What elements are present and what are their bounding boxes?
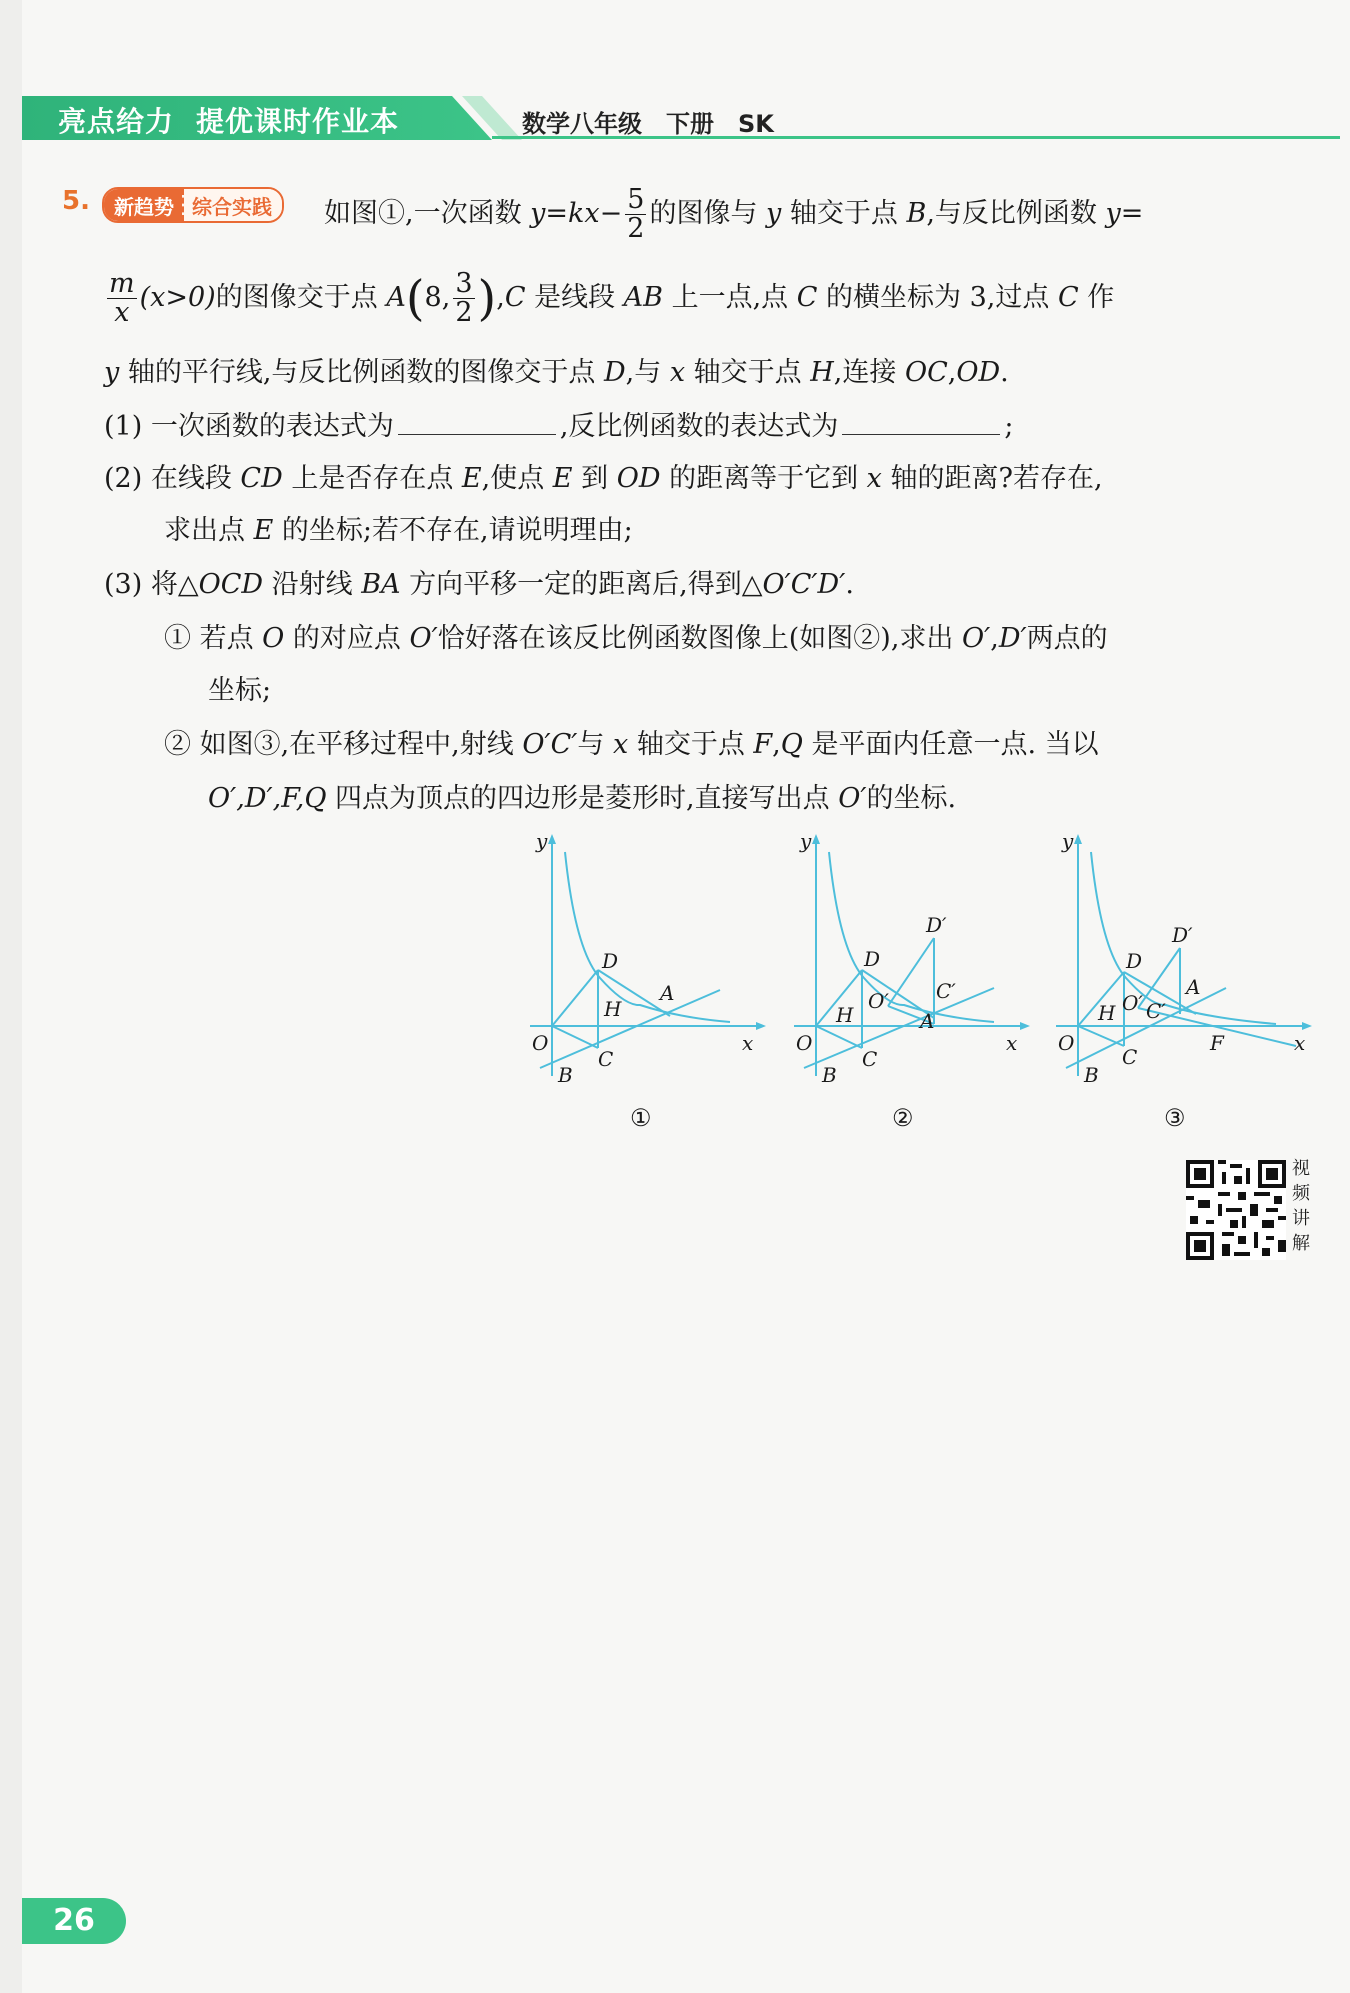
figure-3-caption: ③ [1164,1104,1186,1132]
label-x: x [1294,1031,1306,1055]
subquestion-3-1-cont: 坐标; [208,675,272,706]
hyperbola [829,852,994,1022]
page-edge [0,0,22,1993]
segment-OC [816,1026,862,1048]
label-B: B [822,1063,837,1087]
label-B: B [558,1063,573,1087]
figure-3 [1046,830,1316,1100]
label-B: B [1084,1063,1099,1087]
problem-line-2: $\frac{m}{x}$ (x>0)的图像交于点 A(8, $\frac{3}{2}$ ),C 是线段 AB 上一点,点 C 的横坐标为 3,过点 C 作 [109,268,1115,328]
line-AB [804,988,994,1068]
line-AB [540,990,720,1068]
label-y: y [800,830,812,853]
question-tag [102,187,284,223]
qr-code[interactable] [1186,1160,1286,1260]
page-number: 26 [22,1898,126,1944]
label-A: A [1186,975,1201,999]
label-A: A [920,1009,935,1033]
label-O: O [796,1031,813,1055]
fraction-three-halves: $\frac{3}{2}$ [455,268,473,328]
label-C-prime: C′ [936,979,956,1003]
label-H: H [604,997,622,1021]
book-name: 提优课时作业本 [196,105,400,138]
figure-1 [520,830,770,1100]
subquestion-2-cont: 求出点 E 的坐标;若不存在,请说明理由; [164,515,633,546]
label-y: y [536,830,548,853]
label-H: H [836,1003,854,1027]
label-C-prime: C′ [1146,999,1166,1023]
subquestion-3-2: ② 如图③,在平移过程中,射线 O′C′与 x 轴交于点 F,Q 是平面内任意一点. 当以 [164,729,1099,760]
subquestion-3-1: ① 若点 O 的对应点 O′恰好落在该反比例函数图像上(如图②),求出 O′,D′两点的 [164,623,1108,654]
problem-line-3: y 轴的平行线,与反比例函数的图像交于点 D,与 x 轴交于点 H,连接 OC,OD. [104,357,1009,388]
volume: 下册 [666,110,714,138]
answer-blank-linear[interactable] [398,410,556,435]
label-C: C [598,1047,614,1071]
label-O: O [1058,1031,1075,1055]
label-D: D [864,947,881,971]
tag-new-trend: 新趋势 [104,189,182,221]
fraction-m-over-x: $\frac{m}{x}$ [109,268,135,328]
label-H: H [1098,1001,1116,1025]
page-header [22,96,1340,140]
label-C: C [862,1047,878,1071]
subquestion-2: (2) 在线段 CD 上是否存在点 E,使点 E 到 OD 的距离等于它到 x 轴的距离?若存在, [104,463,1103,494]
label-y: y [1062,830,1074,853]
label-C: C [1122,1045,1138,1069]
series-title [58,100,399,140]
problem-line-1: 如图①,一次函数 y=kx− $\frac{5}{2}$ 的图像与 y 轴交于点 B,与反比例函数 y= [324,184,1144,244]
label-O-prime: O′ [1122,991,1143,1015]
tag-practice: 综合实践 [182,189,282,221]
label-O-prime: O′ [868,989,889,1013]
segment-OC [1078,1026,1124,1046]
label-D: D [602,949,619,973]
label-x: x [742,1031,754,1055]
label-D-prime: D′ [1172,923,1193,947]
label-D: D [1126,949,1143,973]
segment-OD [552,970,598,1026]
label-F: F [1210,1031,1224,1055]
question-number: 5. [62,186,90,216]
book-info [522,104,798,139]
qr-label: 视频讲解 [1292,1158,1310,1254]
brand-name: 亮点给力 [58,105,175,138]
subquestion-1: (1) 一次函数的表达式为 ,反比例函数的表达式为 ; [104,411,1014,442]
label-A: A [660,981,675,1005]
label-O: O [532,1031,549,1055]
edition: SK [738,110,774,138]
label-x: x [1006,1031,1018,1055]
segment-OpDp [888,938,934,1006]
subquestion-3: (3) 将△OCD 沿射线 BA 方向平移一定的距离后,得到△O′C′D′. [104,569,854,600]
segment-OC [552,1026,598,1048]
figure-2 [784,830,1034,1100]
fraction-five-halves: $\frac{5}{2}$ [627,184,645,244]
label-D-prime: D′ [926,913,947,937]
subquestion-3-2-cont: O′,D′,F,Q 四点为顶点的四边形是菱形时,直接写出点 O′的坐标. [208,783,957,814]
figure-2-caption: ② [892,1104,914,1132]
answer-blank-inverse[interactable] [842,410,1000,435]
subject-grade: 数学八年级 [522,110,642,138]
figure-1-caption: ① [630,1104,652,1132]
